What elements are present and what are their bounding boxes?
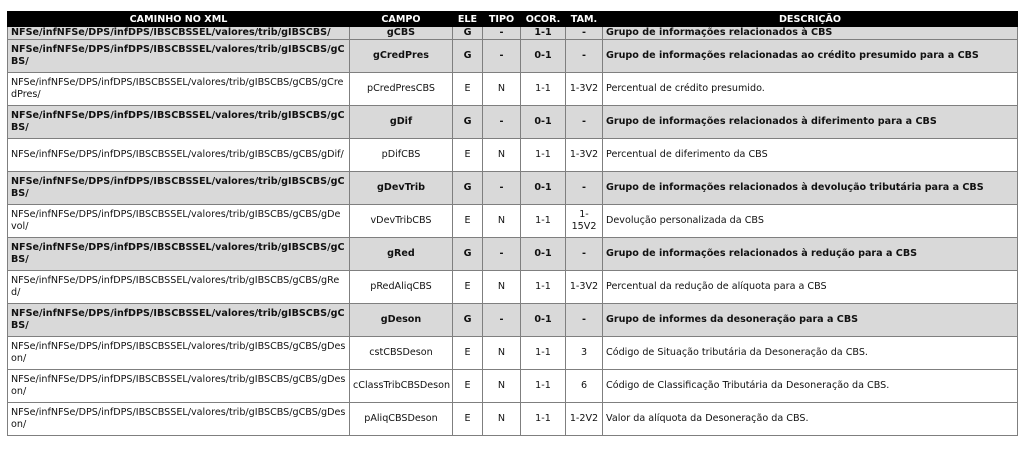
cell-campo: gDeson <box>350 304 453 337</box>
cell-desc: Percentual da redução de alíquota para a CBS <box>603 271 1018 304</box>
cell-campo: gDevTrib <box>350 172 453 205</box>
cell-desc: Código de Situação tributária da Desoneração da CBS. <box>603 337 1018 370</box>
table-row <box>8 27 1018 40</box>
cell-path: NFSe/infNFSe/DPS/infDPS/IBSCBSSEL/valores/trib/gIBSCBS/gCBS/gDeson/ <box>8 370 350 403</box>
cell-campo: pCredPresCBS <box>350 73 453 106</box>
cell-desc: Grupo de informações relacionados à diferimento para a CBS <box>603 106 1018 139</box>
cell-desc: Grupo de informes da desoneração para a CBS <box>603 304 1018 337</box>
table-row <box>8 271 1018 304</box>
cell-ocor: 0-1 <box>521 106 566 139</box>
header-ele: ELE <box>453 12 483 27</box>
cell-tam: 6 <box>566 370 603 403</box>
cell-desc: Grupo de informações relacionadas ao crédito presumido para a CBS <box>603 40 1018 73</box>
cell-tam: 1-15V2 <box>566 205 603 238</box>
cell-path: NFSe/infNFSe/DPS/infDPS/IBSCBSSEL/valores/trib/gIBSCBS/gCBS/gDevol/ <box>8 205 350 238</box>
cell-ele: G <box>453 106 483 139</box>
cell-path: NFSe/infNFSe/DPS/infDPS/IBSCBSSEL/valores/trib/gIBSCBS/gCBS/gDeson/ <box>8 403 350 436</box>
cell-ele: E <box>453 73 483 106</box>
table-row <box>8 304 1018 337</box>
cell-ele: E <box>453 271 483 304</box>
cell-desc: Devolução personalizada da CBS <box>603 205 1018 238</box>
header-row <box>8 12 1018 27</box>
cell-ele: E <box>453 205 483 238</box>
cell-ocor: 1-1 <box>521 370 566 403</box>
xml-spec-table <box>7 11 1018 436</box>
cell-tipo: N <box>483 205 521 238</box>
cell-tipo: - <box>483 40 521 73</box>
header-tipo: TIPO <box>483 12 521 27</box>
cell-tipo: - <box>483 106 521 139</box>
cell-campo: pRedAliqCBS <box>350 271 453 304</box>
cell-desc: Valor da alíquota da Desoneração da CBS. <box>603 403 1018 436</box>
cell-ocor: 1-1 <box>521 403 566 436</box>
cell-campo: cClassTribCBSDeson <box>350 370 453 403</box>
cell-desc: Percentual de diferimento da CBS <box>603 139 1018 172</box>
table-row <box>8 73 1018 106</box>
table-row <box>8 139 1018 172</box>
cell-ocor: 1-1 <box>521 205 566 238</box>
cell-ocor: 0-1 <box>521 172 566 205</box>
cell-campo: vDevTribCBS <box>350 205 453 238</box>
cell-campo: pDifCBS <box>350 139 453 172</box>
cell-ele: E <box>453 370 483 403</box>
cell-tam: 3 <box>566 337 603 370</box>
cell-tipo: N <box>483 73 521 106</box>
cell-tam: - <box>566 40 603 73</box>
table-row <box>8 337 1018 370</box>
cell-path: NFSe/infNFSe/DPS/infDPS/IBSCBSSEL/valores/trib/gIBSCBS/gCBS/gDif/ <box>8 139 350 172</box>
header-campo: CAMPO <box>350 12 453 27</box>
cell-ele: G <box>453 172 483 205</box>
cell-tam: 1-3V2 <box>566 271 603 304</box>
table-row <box>8 205 1018 238</box>
cell-path: NFSe/infNFSe/DPS/infDPS/IBSCBSSEL/valores/trib/gIBSCBS/gCBS/gRed/ <box>8 271 350 304</box>
cell-ocor: 1-1 <box>521 27 566 40</box>
cell-path: NFSe/infNFSe/DPS/infDPS/IBSCBSSEL/valores/trib/gIBSCBS/gCBS/ <box>8 172 350 205</box>
cell-tam: 1-3V2 <box>566 73 603 106</box>
cell-ocor: 1-1 <box>521 139 566 172</box>
cell-tipo: N <box>483 370 521 403</box>
cell-campo: cstCBSDeson <box>350 337 453 370</box>
table-row <box>8 172 1018 205</box>
cell-tipo: N <box>483 271 521 304</box>
cell-ocor: 0-1 <box>521 40 566 73</box>
header-descricao: DESCRIÇÃO <box>603 12 1018 27</box>
cell-tipo: - <box>483 172 521 205</box>
cell-tam: - <box>566 27 603 40</box>
cell-campo: gCredPres <box>350 40 453 73</box>
cell-campo: pAliqCBSDeson <box>350 403 453 436</box>
table-row <box>8 370 1018 403</box>
cell-tam: 1-3V2 <box>566 139 603 172</box>
cell-path: NFSe/infNFSe/DPS/infDPS/IBSCBSSEL/valores/trib/gIBSCBS/gCBS/ <box>8 304 350 337</box>
table-row <box>8 106 1018 139</box>
cell-ele: G <box>453 238 483 271</box>
cell-tam: - <box>566 172 603 205</box>
table-row <box>8 238 1018 271</box>
cell-campo: gDif <box>350 106 453 139</box>
cell-tam: - <box>566 304 603 337</box>
cell-desc: Grupo de informações relacionados à redução para a CBS <box>603 238 1018 271</box>
cell-tam: - <box>566 106 603 139</box>
cell-tipo: N <box>483 337 521 370</box>
cell-tipo: - <box>483 238 521 271</box>
cell-ocor: 0-1 <box>521 304 566 337</box>
table-row <box>8 40 1018 73</box>
cell-path: NFSe/infNFSe/DPS/infDPS/IBSCBSSEL/valores/trib/gIBSCBS/gCBS/ <box>8 238 350 271</box>
cell-campo: gRed <box>350 238 453 271</box>
cell-tipo: - <box>483 304 521 337</box>
table-row <box>8 403 1018 436</box>
header-caminho: CAMINHO NO XML <box>8 12 350 27</box>
cell-ele: E <box>453 403 483 436</box>
cell-campo: gCBS <box>350 27 453 40</box>
cell-ele: G <box>453 304 483 337</box>
cell-ocor: 0-1 <box>521 238 566 271</box>
xml-spec-table-container <box>7 11 1018 436</box>
cell-ele: E <box>453 139 483 172</box>
cell-path: NFSe/infNFSe/DPS/infDPS/IBSCBSSEL/valores/trib/gIBSCBS/gCBS/gDeson/ <box>8 337 350 370</box>
cell-ocor: 1-1 <box>521 337 566 370</box>
cell-tam: - <box>566 238 603 271</box>
cell-desc: Grupo de informações relacionados à devolução tributária para a CBS <box>603 172 1018 205</box>
cell-ocor: 1-1 <box>521 73 566 106</box>
cell-desc: Grupo de informações relacionados à CBS <box>603 27 1018 40</box>
cell-path: NFSe/infNFSe/DPS/infDPS/IBSCBSSEL/valores/trib/gIBSCBS/gCBS/ <box>8 40 350 73</box>
cell-path: NFSe/infNFSe/DPS/infDPS/IBSCBSSEL/valores/trib/gIBSCBS/gCBS/ <box>8 106 350 139</box>
cell-tipo: N <box>483 403 521 436</box>
cell-ele: G <box>453 40 483 73</box>
cell-tipo: - <box>483 27 521 40</box>
cell-desc: Código de Classificação Tributária da Desoneração da CBS. <box>603 370 1018 403</box>
cell-path: NFSe/infNFSe/DPS/infDPS/IBSCBSSEL/valores/trib/gIBSCBS/ <box>8 27 350 40</box>
cell-ocor: 1-1 <box>521 271 566 304</box>
cell-desc: Percentual de crédito presumido. <box>603 73 1018 106</box>
cell-tam: 1-2V2 <box>566 403 603 436</box>
header-tam: TAM. <box>566 12 603 27</box>
cell-ele: E <box>453 337 483 370</box>
cell-tipo: N <box>483 139 521 172</box>
cell-path: NFSe/infNFSe/DPS/infDPS/IBSCBSSEL/valores/trib/gIBSCBS/gCBS/gCredPres/ <box>8 73 350 106</box>
table-body <box>8 27 1018 436</box>
header-ocor: OCOR. <box>521 12 566 27</box>
cell-ele: G <box>453 27 483 40</box>
